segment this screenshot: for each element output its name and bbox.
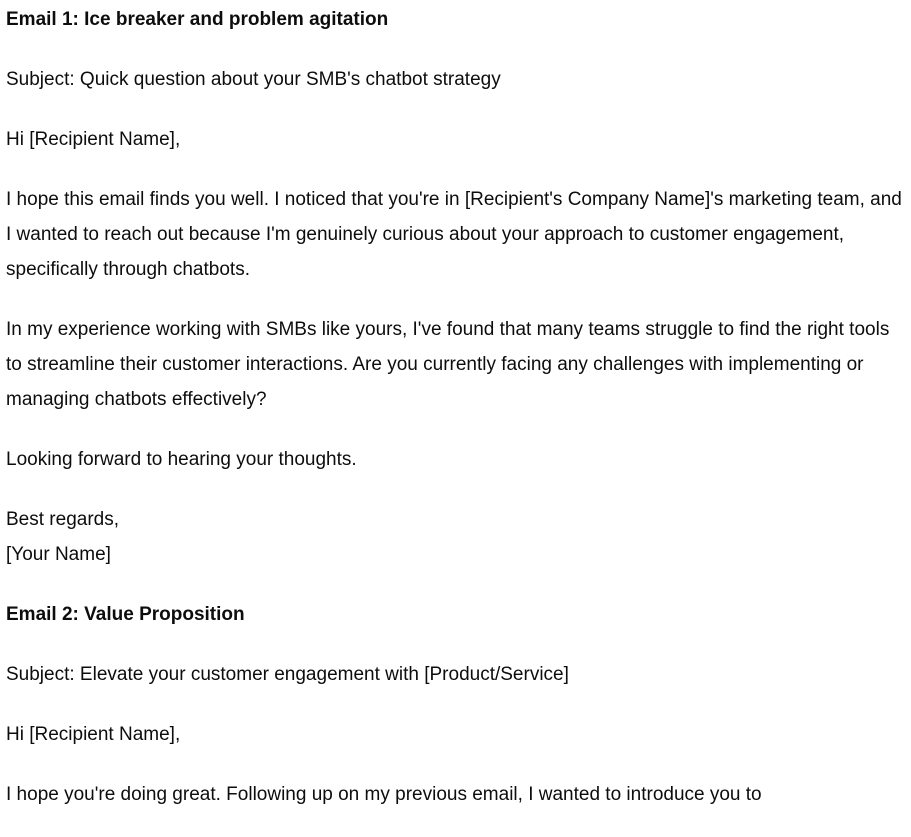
email2-greeting: Hi [Recipient Name],	[6, 724, 181, 745]
email2-heading: Email 2: Value Proposition	[6, 604, 245, 625]
email1-paragraph-3: Looking forward to hearing your thoughts.	[6, 449, 357, 470]
email1-subject: Subject: Quick question about your SMB's chatbot strategy	[6, 69, 501, 90]
email2-paragraph-1: I hope you're doing great. Following up on my previous email, I wanted to introduce you to	[6, 784, 762, 805]
email2-subject: Subject: Elevate your customer engagement with [Product/Service]	[6, 664, 569, 685]
email1-heading: Email 1: Ice breaker and problem agitation	[6, 9, 389, 30]
email1-closing	[6, 502, 906, 572]
email1-signature: [Your Name]	[6, 544, 111, 565]
email1-greeting: Hi [Recipient Name],	[6, 129, 181, 150]
document-body	[6, 2, 906, 837]
email1-paragraph-1: I hope this email finds you well. I noticed that you're in [Recipient's Company Name]'s marketing team, and I wanted to reach out because I'm genuinely curious about your approach to customer engagement, specifically through chatbots.	[6, 189, 902, 280]
email1-paragraph-2: In my experience working with SMBs like yours, I've found that many teams struggle to find the right tools to streamline their customer interactions. Are you currently facing any challenges with implementing or managing chatbots effectively?	[6, 319, 890, 410]
email1-signoff: Best regards,	[6, 509, 119, 530]
